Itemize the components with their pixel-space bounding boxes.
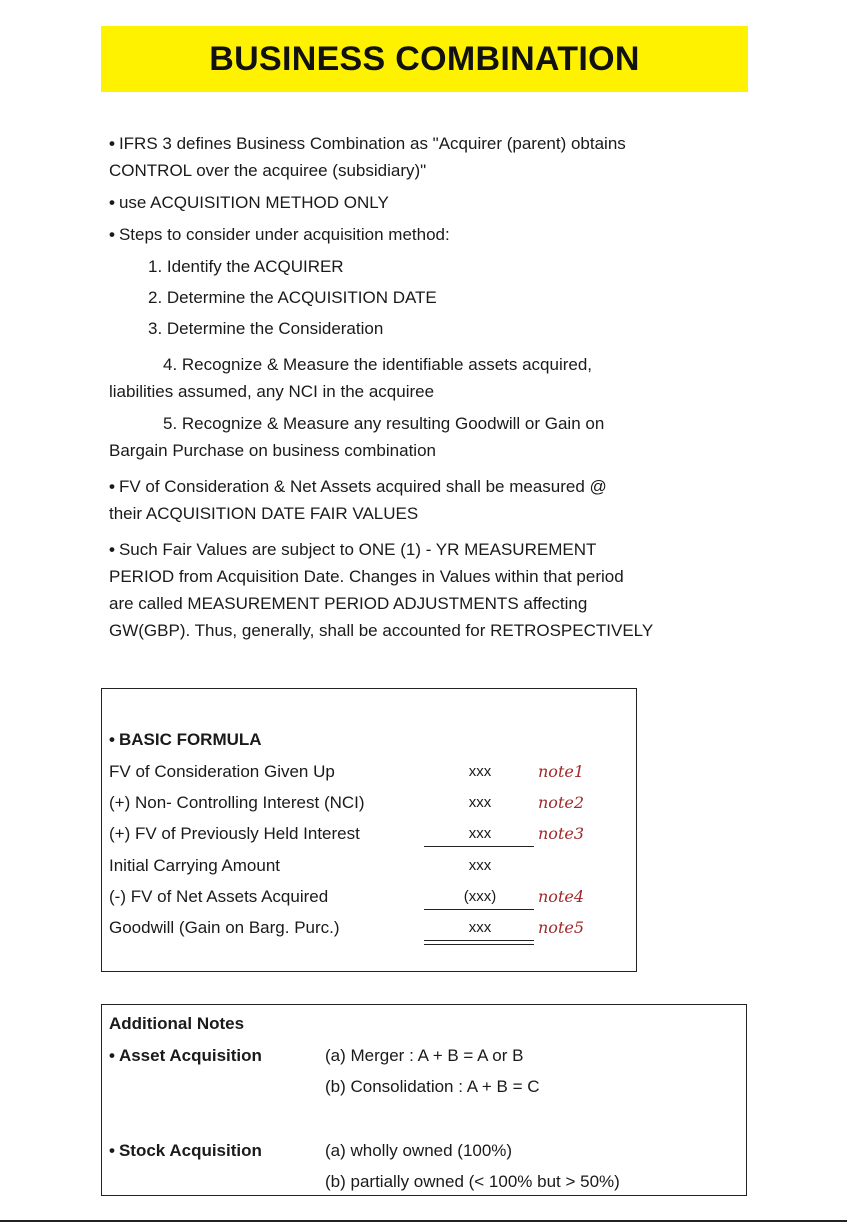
paragraph-definition-line1: • IFRS 3 defines Business Combination as "Acquirer (parent) obtains <box>109 134 626 153</box>
formula-row-note: note4 <box>538 887 585 906</box>
formula-row-note: note3 <box>538 824 585 843</box>
formula-row-value: xxx <box>468 794 492 811</box>
formula-row-label: FV of Consideration Given Up <box>109 762 335 781</box>
paragraph-measurement-line4: GW(GBP). Thus, generally, shall be accounted for RETROSPECTIVELY <box>109 621 654 640</box>
subtotal-rule <box>424 909 534 910</box>
bullet-icon: • <box>109 193 115 212</box>
bullet-icon: • <box>109 225 115 244</box>
step-4-line1: 4. Recognize & Measure the identifiable assets acquired, <box>163 355 593 374</box>
formula-row-value: xxx <box>468 919 492 936</box>
paragraph-fair-value-line2: their ACQUISITION DATE FAIR VALUES <box>109 504 419 523</box>
asset-acquisition-merger: (a) Merger : A + B = A or B <box>325 1046 524 1065</box>
title-banner <box>101 26 748 92</box>
formula-heading: • BASIC FORMULA <box>109 730 262 749</box>
paragraph-fair-value-line1: • FV of Consideration & Net Assets acquired shall be measured @ <box>109 477 607 496</box>
subtotal-rule <box>424 846 534 847</box>
asset-acquisition-consolidation: (b) Consolidation : A + B = C <box>325 1077 540 1096</box>
bullet-icon: • <box>109 1141 115 1160</box>
bullet-icon: • <box>109 477 115 496</box>
formula-row-label: Initial Carrying Amount <box>109 856 281 875</box>
stock-acquisition-wholly: (a) wholly owned (100%) <box>325 1141 513 1160</box>
paragraph-steps-heading: • Steps to consider under acquisition method: <box>109 225 450 244</box>
step-4-line2: liabilities assumed, any NCI in the acquiree <box>109 382 435 401</box>
paragraph-measurement-line2: PERIOD from Acquisition Date. Changes in Values within that period <box>109 567 624 586</box>
stock-acquisition-partially: (b) partially owned (< 100% but > 50%) <box>325 1172 620 1191</box>
additional-notes-box <box>101 1004 747 1196</box>
step-1: 1. Identify the ACQUIRER <box>148 257 344 276</box>
paragraph-method: • use ACQUISITION METHOD ONLY <box>109 193 389 212</box>
formula-row-value: xxx <box>468 825 492 842</box>
formula-row-note: note2 <box>538 793 585 812</box>
step-5-line1: 5. Recognize & Measure any resulting Goodwill or Gain on <box>163 414 605 433</box>
formula-row-label: (+) FV of Previously Held Interest <box>109 824 360 843</box>
formula-row-label: (+) Non- Controlling Interest (NCI) <box>109 793 365 812</box>
paragraph-measurement-line1: • Such Fair Values are subject to ONE (1) - YR MEASUREMENT <box>109 540 597 559</box>
page-title: BUSINESS COMBINATION <box>209 39 640 78</box>
step-5-line2: Bargain Purchase on business combination <box>109 441 436 460</box>
bullet-icon: • <box>109 1046 115 1065</box>
asset-acquisition-label: • Asset Acquisition <box>109 1046 262 1065</box>
paragraph-definition-line2: CONTROL over the acquiree (subsidiary)" <box>109 161 427 180</box>
formula-row-label: (-) FV of Net Assets Acquired <box>109 887 329 906</box>
formula-row-value: xxx <box>468 857 492 874</box>
stock-acquisition-label: • Stock Acquisition <box>109 1141 262 1160</box>
bullet-icon: • <box>109 540 115 559</box>
formula-row-note: note1 <box>538 762 585 781</box>
page-bottom-border <box>0 1220 847 1222</box>
formula-row-value: xxx <box>468 763 492 780</box>
formula-row-value: (xxx) <box>463 888 497 905</box>
bullet-icon: • <box>109 730 115 749</box>
formula-row-note: note5 <box>538 918 585 937</box>
basic-formula-box <box>101 688 637 972</box>
notes-heading: Additional Notes <box>109 1014 245 1033</box>
step-3: 3. Determine the Consideration <box>148 319 384 338</box>
bullet-icon: • <box>109 134 115 153</box>
formula-row-label: Goodwill (Gain on Barg. Purc.) <box>109 918 340 937</box>
total-double-rule <box>424 944 534 945</box>
paragraph-measurement-line3: are called MEASUREMENT PERIOD ADJUSTMENTS affecting <box>109 594 588 613</box>
total-double-rule <box>424 940 534 941</box>
step-2: 2. Determine the ACQUISITION DATE <box>148 288 437 307</box>
